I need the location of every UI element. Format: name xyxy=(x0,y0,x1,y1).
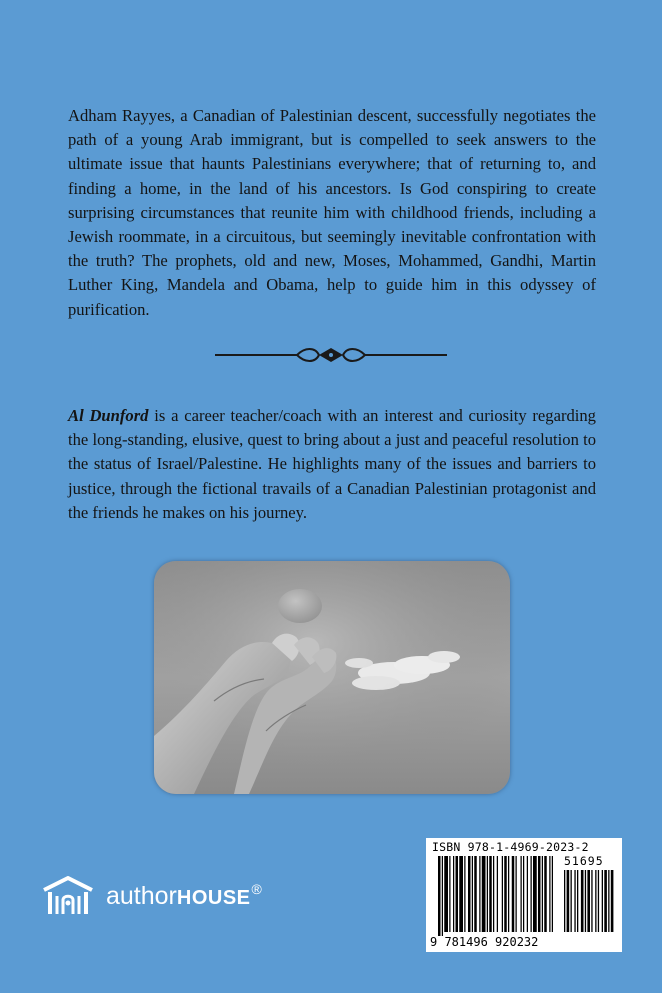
publisher-logo xyxy=(40,876,262,916)
cover-photo xyxy=(154,561,510,794)
registered-mark: ® xyxy=(251,880,262,897)
publisher-wordmark xyxy=(106,882,262,911)
divider-ornament xyxy=(215,345,447,365)
author-name: Al Dunford xyxy=(68,406,149,425)
publisher-name-author: author xyxy=(106,881,177,910)
isbn-label: ISBN 978-1-4969-2023-2 xyxy=(432,840,589,854)
author-bio-text: is a career teacher/coach with an interest and curiosity regarding the long-standing, elusive, quest to bring about a just and peaceful resolution to the status of Israel/Palestine. He highlights many of the issues and barriers to justice, through the fictional travails of a Canadian Palestinian protagonist and the friends he makes on his journey. xyxy=(68,406,596,522)
barcode-addon: 51695 xyxy=(564,854,604,868)
authorhouse-logo-icon xyxy=(40,876,96,916)
floating-orb xyxy=(278,589,322,623)
publisher-name-house: HOUSE xyxy=(176,886,251,909)
ean-digits: 9 781496 920232 xyxy=(430,935,539,949)
isbn-barcode xyxy=(426,838,622,952)
book-blurb: Adham Rayyes, a Canadian of Palestinian descent, successfully negotiates the path of a young Arab immigrant, but is compelled to seek answers to the ultimate issue that haunts Palestinians everywhere; that of returning to, and finding a home, in the land of his ancestors. Is God conspiring to create surprising circumstances that reunite him with childhood friends, including a Jewish roommate, in a circuitous, but seemingly inevitable confrontation with the truth? The prophets, old and new, Moses, Mohammed, Gandhi, Martin Luther King, Mandela and Obama, help to guide him in this odyssey of purification. xyxy=(68,106,596,319)
author-bio xyxy=(68,404,596,525)
